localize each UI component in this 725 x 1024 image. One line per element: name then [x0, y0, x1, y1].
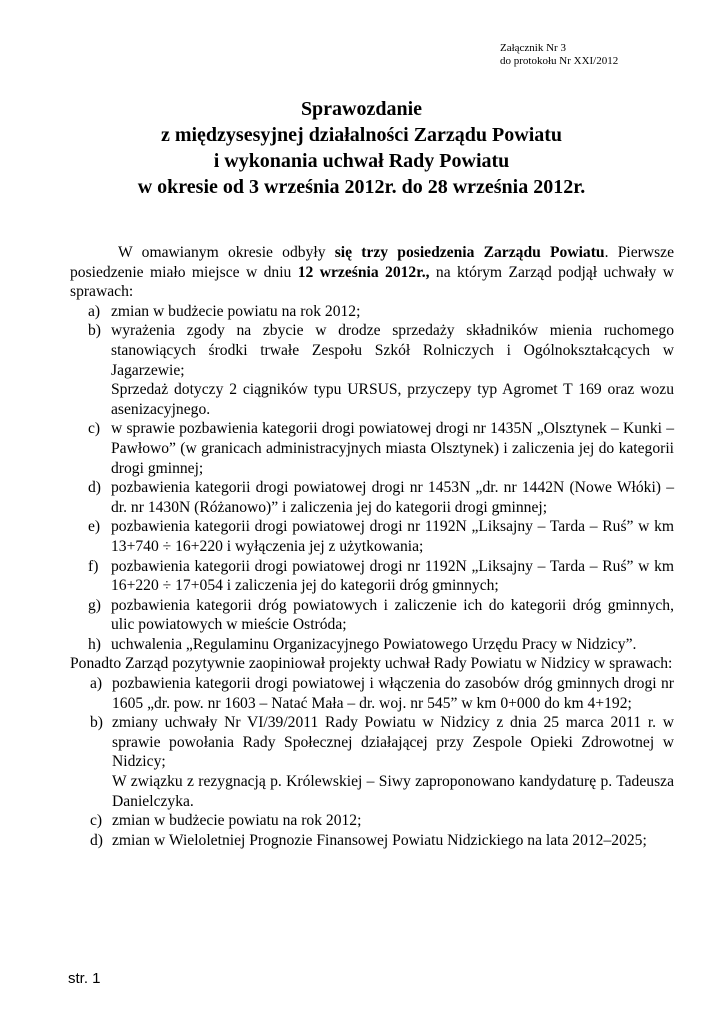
protocol-reference: do protokołu Nr XXI/2012: [500, 55, 619, 67]
attachment-note: [500, 42, 618, 68]
list-item-note: W związku z rezygnacją p. Królewskiej – Siwy zaproponowano kandydaturę p. Tadeusza Danielczyka.: [112, 773, 674, 810]
list-item: [70, 419, 674, 478]
list-item-text: pozbawienia kategorii dróg powiatowych i zaliczenie ich do kategorii dróg gminnych, ulic powiatowych w mieście Ostróda;: [111, 596, 674, 634]
intro-text-2: . Pierwsze posiedzenie miało miejsce w dniu: [70, 244, 674, 281]
list-item-label: c): [90, 812, 103, 830]
intro-paragraph: [70, 243, 674, 302]
list-item-label: a): [88, 302, 101, 320]
list-item-label: a): [90, 675, 103, 693]
council-drafts-list: [70, 674, 674, 850]
meeting-date: 12 września 2012r.,: [297, 263, 430, 281]
report-body: [70, 243, 674, 850]
list-item: [70, 321, 674, 419]
list-item-label: e): [88, 518, 101, 536]
list-item-text: zmian w Wieloletniej Prognozie Finansowej Powiatu Nidzickiego na lata 2012–2025;: [112, 831, 647, 849]
list-item-text: w sprawie pozbawienia kategorii drogi powiatowej drogi nr 1435N „Olsztynek – Kunki – Pawłowo” (w granicach administracyjnych miasta Olsztynek) i zaliczenia jej do kategorii drogi gminnej;: [111, 420, 674, 477]
list-item-label: d): [88, 479, 101, 497]
title-line-2: z międzysesyjnej działalności Zarządu Powiatu: [160, 124, 563, 146]
list-item-label: d): [90, 831, 103, 849]
board-resolutions-list: [70, 302, 674, 655]
list-item-text: pozbawienia kategorii drogi powiatowej i włączenia do zasobów dróg gminnych drogi nr 1605 „dr. pow. nr 1603 – Natać Mała – dr. woj. nr 545” w km 0+000 do km 4+192;: [112, 675, 674, 712]
list-item: [70, 302, 674, 322]
report-title: [60, 96, 663, 200]
title-line-1: Sprawozdanie: [300, 98, 423, 120]
title-line-4: w okresie od 3 września 2012r. do 28 września 2012r.: [137, 176, 586, 198]
list-item: [70, 811, 674, 831]
list-item: [70, 596, 674, 635]
intro-text-3: na którym Zarząd podjął uchwały w sprawach:: [70, 263, 674, 301]
list-item-text: pozbawienia kategorii drogi powiatowej drogi nr 1453N „dr. nr 1442N (Nowe Włóki) – dr. nr 1430N (Różanowo)” i zaliczenia jej do kategorii drogi gminnej;: [111, 479, 674, 516]
list-item-label: b): [88, 322, 101, 340]
list-item-text: zmian w budżecie powiatu na rok 2012;: [112, 812, 362, 830]
list-item: [70, 674, 674, 713]
list-item-text: pozbawienia kategorii drogi powiatowej drogi nr 1192N „Liksajny – Tarda – Ruś” w km 13+740 ÷ 16+220 i wyłączenia jej z użytkowania;: [111, 518, 674, 555]
title-line-3: i wykonania uchwał Rady Powiatu: [213, 150, 510, 172]
list-item: [70, 517, 674, 556]
list-item: [70, 557, 674, 596]
intro-text-1: W omawianym okresie odbyły: [118, 244, 335, 261]
list-item-label: f): [88, 557, 99, 575]
page-number: str. 1: [68, 970, 101, 987]
attachment-number: Załącznik Nr 3: [500, 42, 566, 54]
list-item-text: uchwalenia „Regulaminu Organizacyjnego Powiatowego Urzędu Pracy w Nidzicy”.: [111, 635, 637, 653]
meeting-count: się trzy posiedzenia Zarządu Powiatu: [334, 244, 605, 261]
list-item-text: zmiany uchwały Nr VI/39/2011 Rady Powiatu w Nidzicy z dnia 25 marca 2011 r. w sprawie powołania Rady Społecznej działającej przy Zespole Opieki Zdrowotnej w Nidzicy;: [112, 714, 674, 771]
list-item-text: wyrażenia zgody na zbycie w drodze sprzedaży składników mienia ruchomego stanowiących środki trwałe Zespołu Szkół Rolniczych i Ogólnokształcących w Jagarzewie;: [111, 322, 674, 379]
list-item: [70, 478, 674, 517]
opinions-paragraph: Ponadto Zarząd pozytywnie zaopiniował projekty uchwał Rady Powiatu w Nidzicy w sprawach:: [70, 655, 673, 673]
list-item-text: pozbawienia kategorii drogi powiatowej drogi nr 1192N „Liksajny – Tarda – Ruś” w km 16+220 ÷ 17+054 i zaliczenia jej do kategorii dróg gminnych;: [111, 557, 674, 595]
list-item-label: b): [90, 714, 103, 732]
list-item: [70, 713, 674, 811]
list-item-text: zmian w budżecie powiatu na rok 2012;: [111, 302, 361, 320]
list-item: [70, 635, 674, 655]
list-item: [70, 831, 674, 851]
list-item-note: Sprzedaż dotyczy 2 ciągników typu URSUS, przyczepy typ Agromet T 169 oraz wozu asenizacyjnego.: [111, 381, 674, 418]
list-item-label: g): [88, 596, 101, 614]
list-item-label: c): [88, 420, 101, 438]
list-item-label: h): [88, 635, 101, 653]
